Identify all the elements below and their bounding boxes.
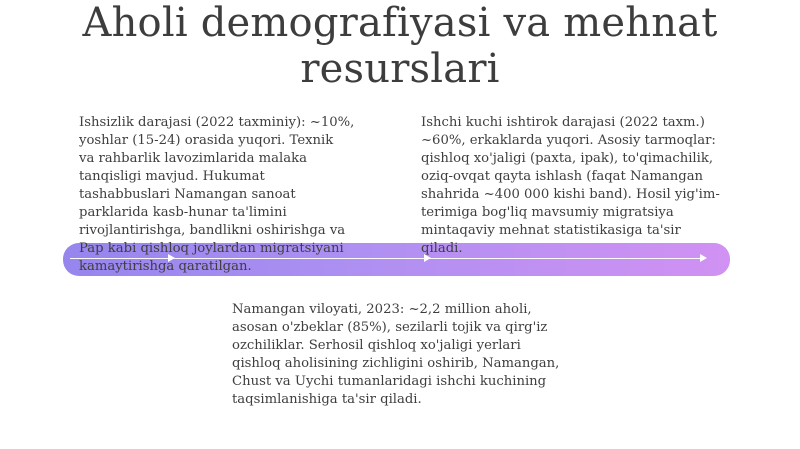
- slide-title-line-2: resurslari: [300, 46, 500, 92]
- slide-title: [0, 0, 800, 92]
- slide-title-line-1: Aholi demografiyasi va mehnat: [82, 0, 718, 46]
- labor-participation-text: Ishchi kuchi ishtirok darajasi (2022 taxm.) ~60%, erkaklarda yuqori. Asosiy tarmoqlar: qishloq xo'jaligi (paxta, ipak), to'qimachilik, oziq-ovqat qayta ishlash (faqat Namangan shahrida ~400 000 kishi band). Hosil yig'im- terimiga bog'liq mavsumiy migratsiya mintaqaviy mehnat statistikasiga ta'sir qiladi.: [421, 115, 720, 256]
- population-text: Namangan viloyati, 2023: ~2,2 million aholi, asosan o'zbeklar (85%), sezilarli tojik va qirg'iz ozchiliklar. Serhosil qishloq xo'jaligi yerlari qishloq aholisining zichligini oshirib, Namangan, Chust va Uychi tumanlaridagi ishchi kuchining taqsimlanishiga ta'sir qiladi.: [232, 302, 560, 407]
- unemployment-text: Ishsizlik darajasi (2022 taxminiy): ~10%, yoshlar (15-24) orasida yuqori. Texnik va rahbarlik lavozimlarida malaka tanqisligi mavjud. Hukumat tashabbuslari Namangan sanoat parklarida kasb-hunar ta'limini rivojlantirishga, bandlikni oshirishga va Pap kabi qishloq joylardan migratsiyani kamaytirishga qaratilgan.: [79, 115, 355, 274]
